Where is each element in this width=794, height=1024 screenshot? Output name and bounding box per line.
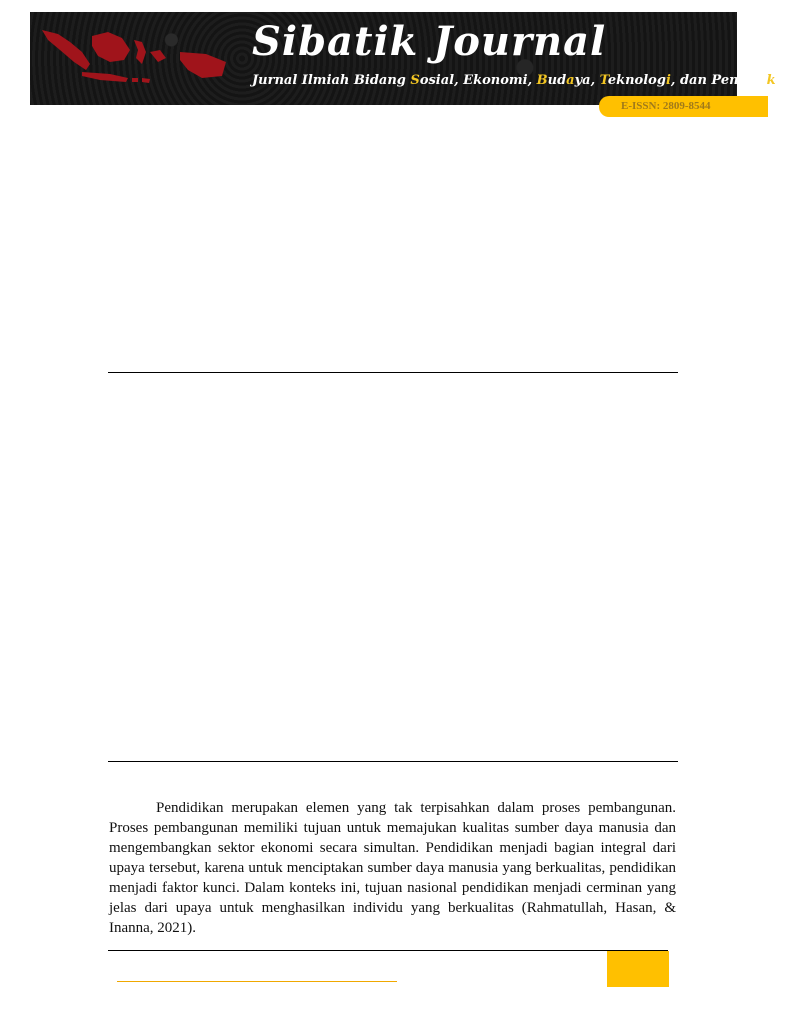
- subtitle-part: ud: [547, 73, 567, 88]
- journal-title: Sibatik Journal: [252, 18, 607, 65]
- journal-banner: [30, 12, 794, 105]
- journal-subtitle: [252, 73, 794, 88]
- subtitle-part: Jurnal Ilmiah Bidang: [252, 73, 411, 88]
- section-divider-top: [108, 372, 678, 373]
- subtitle-part: an: [775, 73, 794, 88]
- footer-divider: [108, 950, 668, 951]
- subtitle-part: B: [536, 73, 548, 88]
- issn-badge: E-ISSN: 2809-8544: [599, 96, 768, 117]
- subtitle-part: S: [410, 73, 420, 88]
- body-paragraph: Pendidikan merupakan elemen yang tak terpisahkan dalam proses pembangunan. Proses pembangunan memiliki tujuan untuk memajukan kualitas sumber daya manusia dan mengembangkan sektor ekonomi secara simultan. Pendidikan menjadi bagian integral dari upaya tersebut, karena untuk menciptakan sumber daya manusia yang berkualitas, pendidikan menjadi faktor kunci. Dalam konteks ini, tujuan nasional pendidikan menjadi cerminan yang jelas dari upaya untuk menghasilkan individu yang berkualitas (Rahmatullah, Hasan, & Inanna, 2021).: [109, 800, 676, 936]
- subtitle-part: E: [463, 73, 474, 88]
- page-number-block: [607, 951, 669, 987]
- subtitle-part: osial,: [419, 73, 464, 88]
- subtitle-part: eknolog: [607, 73, 666, 88]
- indonesia-map-logo: [30, 12, 230, 105]
- subtitle-part: i: [665, 73, 671, 88]
- section-divider-bottom: [108, 761, 678, 762]
- subtitle-part: k: [766, 73, 776, 88]
- subtitle-part: a: [566, 73, 575, 88]
- subtitle-part: ya,: [574, 73, 600, 88]
- footer-accent-line: [117, 981, 397, 982]
- subtitle-part: konomi,: [473, 73, 537, 88]
- subtitle-part: , dan Pendidi: [670, 73, 767, 88]
- subtitle-part: T: [599, 73, 608, 88]
